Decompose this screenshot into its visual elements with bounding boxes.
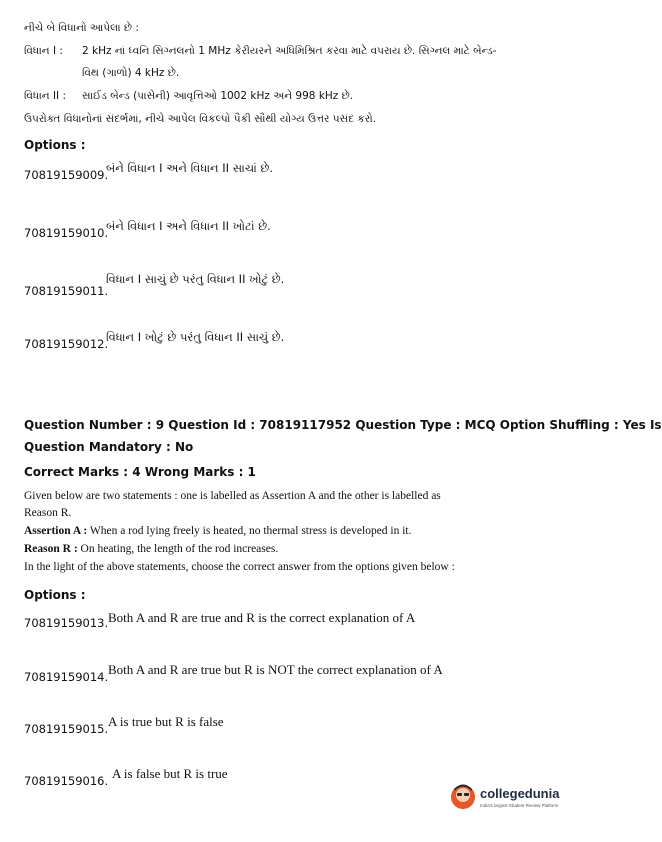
q8-statement1-line2: વિથ (ગાળો) 4 kHz છે. [82,67,180,79]
option-text[interactable]: વિધાન I સાચું છે પરંતુ વિધાન II ખોટું છે. [106,272,285,286]
option-text[interactable]: બંને વિધાન I અને વિધાન II ખોટાં છે. [106,219,271,233]
q9-options-label: Options : [24,588,86,602]
q9-header-line2: Question Mandatory : No [24,440,194,454]
q9-stem-line1: Given below are two statements : one is labelled as Assertion A and the other is labelled as [24,490,441,502]
option-number: 70819159010. [24,226,109,240]
logo-icon [448,780,568,814]
logo-wordmark: collegedunia [480,786,560,801]
option-number: 70819159012. [24,337,109,351]
q9-reason-label: Reason R : [24,543,78,555]
q9-assertion-text: When a rod lying freely is heated, no thermal stress is developed in it. [87,525,412,537]
option-text[interactable]: બંને વિધાન I અને વિધાન II સાચાં છે. [106,161,274,175]
option-text[interactable]: A is false but R is true [112,766,228,781]
option-text[interactable]: A is true but R is false [108,714,224,729]
q8-statement1-label: વિધાન I : [24,45,63,57]
option-text[interactable]: Both A and R are true and R is the correct explanation of A [108,610,416,625]
q9-reason [24,543,278,555]
q8-intro: નીચે બે વિધાનો આપેલા છે : [24,22,139,34]
option-text[interactable]: Both A and R are true but R is NOT the correct explanation of A [108,662,443,677]
q8-statement2-text: સાઈડ બેન્ડ (પાસેની) આવૃત્તિઓ 1002 kHz અને 998 kHz છે. [82,90,354,102]
collegedunia-logo [448,780,568,814]
q9-header-line1: Question Number : 9 Question Id : 70819117952 Question Type : MCQ Option Shuffling : Yes Is [24,418,662,432]
option-text[interactable]: વિધાન I ખોટું છે પરંતુ વિધાન II સાચું છે. [106,330,285,344]
q8-options-label: Options : [24,138,86,152]
q8-instruction: ઉપરોક્ત વિધાનોનાં સંદર્ભમાં, નીચે આપેલ વિકલ્પો પૈકી સૌથી યોગ્ય ઉત્તર પસંદ કરો. [24,113,377,125]
q8-statement2-label: વિધાન II : [24,90,67,102]
option-number: 70819159016. [24,774,109,788]
q9-stem-line2: Reason R. [24,507,72,519]
q8-statement1-line1: 2 kHz નાં ધ્વનિ સિગ્નલનો 1 MHz કેરીયરને અધિમિશ્રિત કરવા માટે વપરાય છે. સિગ્નલ માટે બેન્ડ- [82,45,497,57]
option-number: 70819159011. [24,284,109,298]
option-number: 70819159015. [24,722,109,736]
q9-assertion [24,525,412,537]
q9-marks: Correct Marks : 4 Wrong Marks : 1 [24,465,256,479]
option-number: 70819159009. [24,168,109,182]
q9-assertion-label: Assertion A : [24,525,88,537]
logo-tagline: India's largest Student Review Platform [480,803,559,808]
q9-instruction: In the light of the above statements, choose the correct answer from the options given below : [24,561,455,573]
option-number: 70819159014. [24,670,109,684]
option-number: 70819159013. [24,616,109,630]
q9-reason-text: On heating, the length of the rod increases. [77,543,279,555]
